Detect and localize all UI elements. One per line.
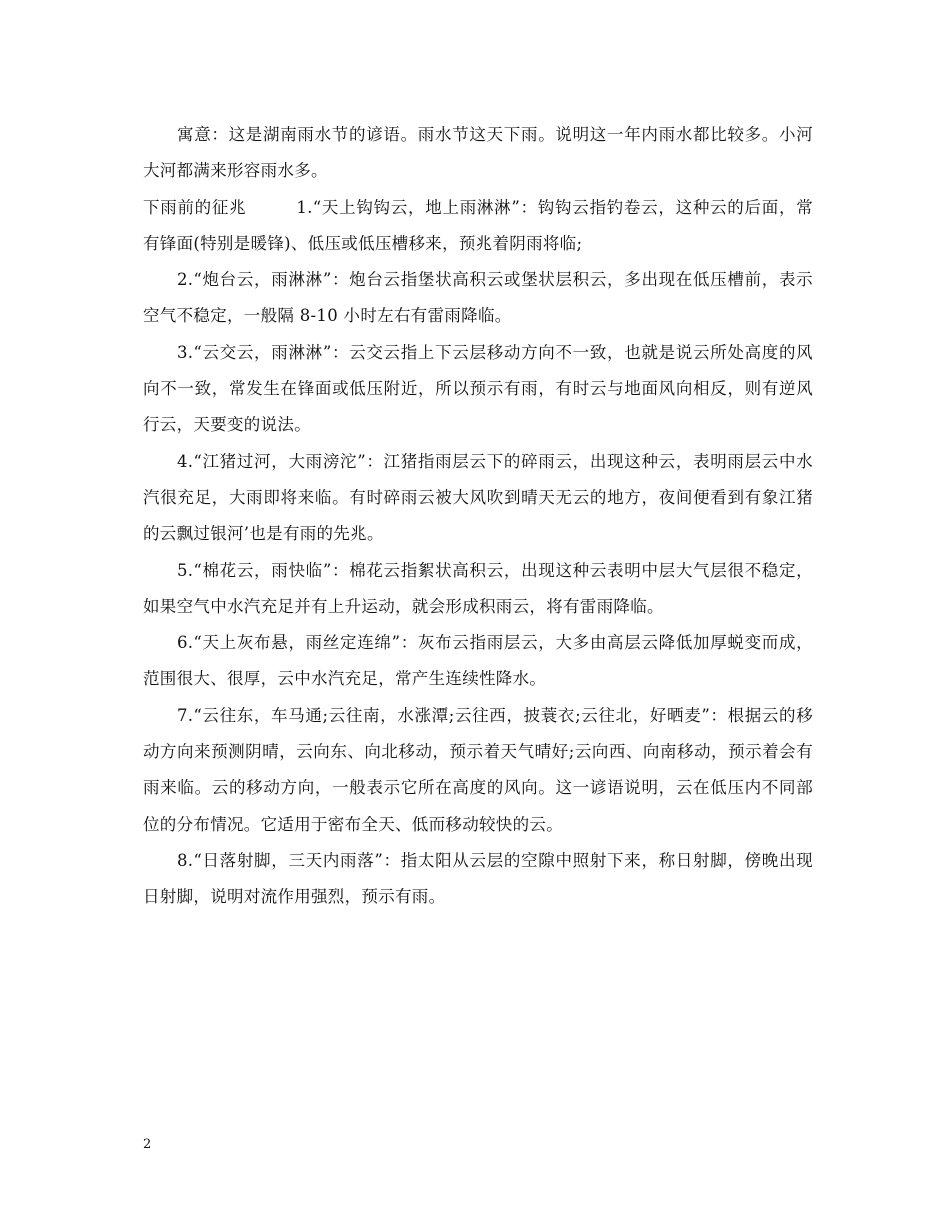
paragraph-item-8: 8.“日落射脚，三天内雨落”：指太阳从云层的空隙中照射下来，称日射脚，傍晚出现日射脚，说明对流作用强烈，预示有雨。 [143, 850, 813, 907]
paragraph-item-5: 5.“棉花云，雨快临”：棉花云指絮状高积云，出现这种云表明中层大气层很不稳定，如果空气中水汽充足并有上升运动，就会形成积雨云，将有雷雨降临。 [143, 560, 813, 616]
paragraph-item-4: 4.“江猪过河，大雨滂沱”：江猪指雨层云下的碎雨云，出现这种云，表明雨层云中水汽很充足，大雨即将来临。有时碎雨云被大风吹到晴天无云的地方，夜间便看到有象江猪的云飘过银河’也是有雨的先兆。 [143, 451, 813, 544]
paragraph-rain-signs-1 [143, 190, 813, 263]
paragraph-item-7: 7.“云往东，车马通;云往南，水涨潭;云往西，披蓑衣;云往北，好晒麦”：根据云的移动方向来预测阴晴，云向东、向北移动，预示着天气晴好;云向西、向南移动，预示着会有雨来临。云的移动方向，一般表示它所在高度的风向。这一谚语说明，云在低压内不同部位的分布情况。它适用于密布全天、低而移动较快的云。 [143, 705, 813, 834]
paragraph-item-2: 2.“炮台云，雨淋淋”：炮台云指堡状高积云或堡状层积云，多出现在低压槽前，表示空气不稳定，一般隔 8-10 小时左右有雷雨降临。 [143, 270, 813, 326]
paragraph-meaning: 寓意：这是湖南雨水节的谚语。雨水节这天下雨。说明这一年内雨水都比较多。小河大河都满来形容雨水多。 [143, 125, 813, 181]
paragraph-item-6: 6.“天上灰布悬，雨丝定连绵”：灰布云指雨层云，大多由高层云降低加厚蜕变而成，范围很大、很厚，云中水汽充足，常产生连续性降水。 [143, 633, 813, 689]
document-body [143, 117, 813, 916]
section-label: 下雨前的征兆 [143, 197, 247, 217]
paragraph-item-3: 3.“云交云，雨淋淋”：云交云指上下云层移动方向不一致，也就是说云所处高度的风向不一致，常发生在锋面或低压附近，所以预示有雨，有时云与地面风向相反，则有逆风行云，天要变的说法。 [143, 342, 813, 435]
page-number: 2 [143, 1137, 152, 1152]
item-1-prefix: 1.“天上钩钩云，地上雨淋淋”： [296, 197, 538, 217]
item-1-text: 钩钩云指钓卷云，这种云的后面，常有锋面(特别是暖锋)、低压或低压槽移来，预兆着阴雨将临; [143, 197, 813, 253]
